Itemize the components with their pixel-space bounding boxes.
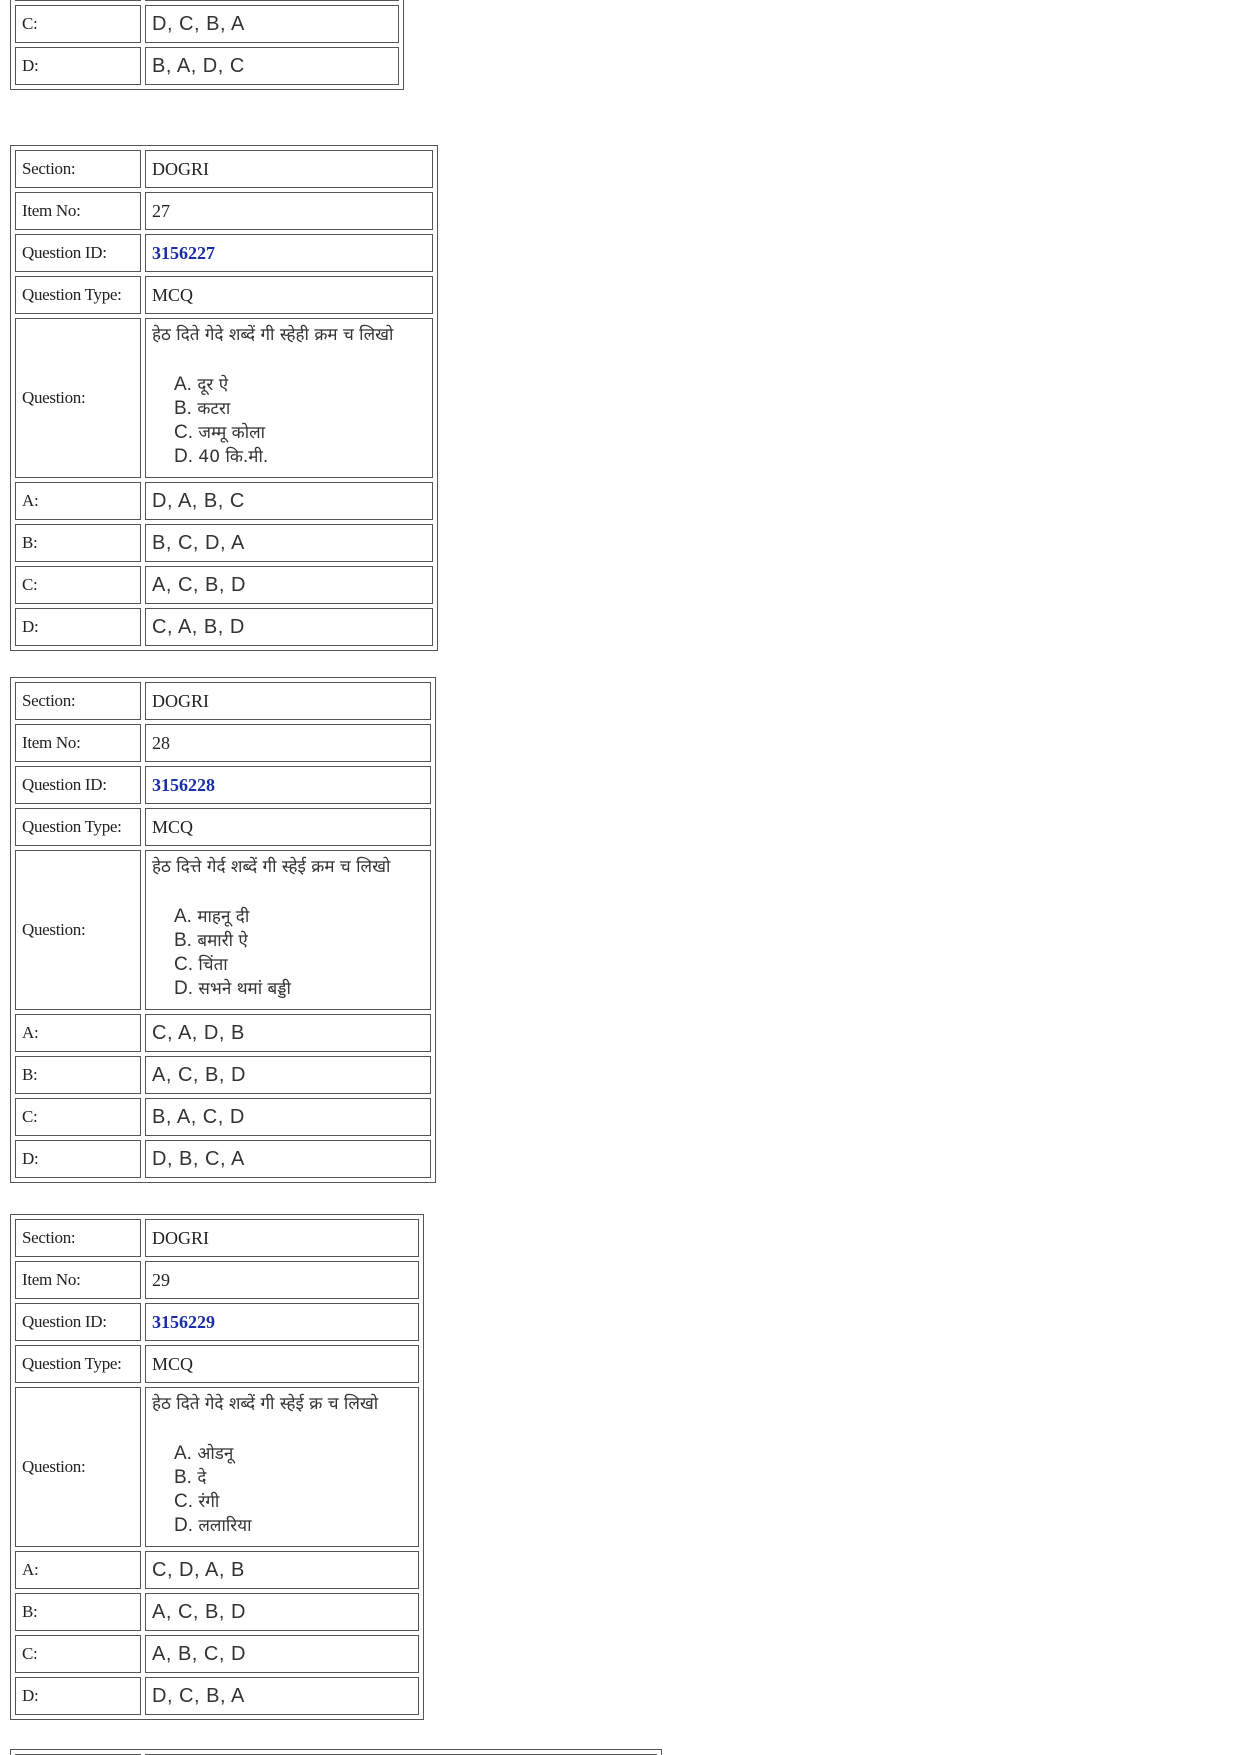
section-text: DOGRI [152,690,209,711]
label-section: Section: [15,682,141,720]
label-question: Question: [15,850,141,1010]
row-option-b [15,524,433,562]
row-question-type [15,1345,419,1383]
value-option-c: D, C, B, A [145,5,399,43]
value-question [145,1387,419,1547]
question-option-letter: A. [174,906,192,927]
label-option-a: A: [15,1014,141,1052]
row-option-b [15,0,399,1]
question-option-text: माहनू दी [197,907,250,927]
row-option-a [15,482,433,520]
question-option-letter: D. [174,1515,193,1536]
label-option-a: A: [15,1551,141,1589]
question-option-text: दे [197,1468,207,1488]
row-option-d [15,1677,419,1715]
value-option-c: B, A, C, D [145,1098,431,1136]
item-no-text: 29 [152,1269,170,1290]
row-option-a [15,1551,419,1589]
question-option-line [174,977,424,1001]
question-block-partial [10,0,404,90]
value-question-id [145,1303,419,1341]
question-block [10,145,438,651]
label-item-no: Item No: [15,192,141,230]
value-section [145,682,431,720]
value-option-b: B, C, D, A [145,524,433,562]
question-option-line [174,1442,412,1466]
label-option-c: C: [15,5,141,43]
question-option-text: रंगी [198,1492,220,1512]
label-option-d: D: [15,608,141,646]
row-item-no [15,192,433,230]
label-option-b: B: [15,1056,141,1094]
label-option-d: D: [15,47,141,85]
question-option-letter: C. [174,954,193,975]
label-option-c: C: [15,1635,141,1673]
label-item-no: Item No: [15,724,141,762]
question-option-text: कटरा [197,399,231,419]
value-option-d: C, A, B, D [145,608,433,646]
question-option-line [174,1514,412,1538]
question-id-text: 3156229 [152,1311,215,1332]
row-section [15,150,433,188]
question-option-letter: B. [174,1467,192,1488]
question-text: हेठ दिते गेदे शब्दें गी स्हेई क्र च लिखो [152,1394,379,1414]
question-option-line [174,373,426,397]
row-question-type [15,808,431,846]
question-option-line [174,445,426,469]
label-question: Question: [15,318,141,478]
value-question-type [145,276,433,314]
label-option-c: C: [15,1098,141,1136]
question-option-letter: D. [174,446,193,467]
label-question-id: Question ID: [15,234,141,272]
value-option-b: A, C, B, D [145,1593,419,1631]
label-option-d: D: [15,1677,141,1715]
question-type-text: MCQ [152,816,194,837]
section-text: DOGRI [152,1227,209,1248]
label-option-b: B: [15,1593,141,1631]
value-section [145,150,433,188]
label-question-type: Question Type: [15,808,141,846]
value-question-id [145,766,431,804]
row-option-c [15,566,433,604]
value-option-d: D, B, C, A [145,1140,431,1178]
question-option-text: चिंता [198,955,228,975]
value-item-no [145,724,431,762]
row-section [15,682,431,720]
question-text: हेठ दिते गेदे शब्दें गी स्हेही क्रम च लिखो [152,325,394,345]
row-option-c [15,1098,431,1136]
row-item-no [15,724,431,762]
question-text: हेठ दित्ते गेर्द शब्दें गी स्हेई क्रम च लिखो [152,857,391,877]
question-option-letter: B. [174,398,192,419]
label-item-no: Item No: [15,1261,141,1299]
value-option-a: C, A, D, B [145,1014,431,1052]
label-question-type: Question Type: [15,276,141,314]
question-option-text: ललारिया [198,1516,252,1536]
question-option-line [174,397,426,421]
question-option-letter: A. [174,1443,192,1464]
row-option-b [15,1593,419,1631]
question-options [152,1442,412,1538]
row-option-c [15,5,399,43]
label-question-id: Question ID: [15,1303,141,1341]
value-option-a: C, D, A, B [145,1551,419,1589]
question-option-line [174,1490,412,1514]
value-question-type [145,808,431,846]
label-section: Section: [15,150,141,188]
question-option-text: दूर ऐ [197,375,229,395]
question-option-line [174,953,424,977]
question-type-text: MCQ [152,284,194,305]
label-option-d: D: [15,1140,141,1178]
value-question [145,850,431,1010]
question-option-line [174,1466,412,1490]
row-question [15,850,431,1010]
question-block [10,1214,424,1720]
question-option-line [174,421,426,445]
section-text: DOGRI [152,158,209,179]
question-option-text: 40 कि.मी. [198,447,269,467]
item-no-text: 27 [152,200,170,221]
question-options [152,905,424,1001]
question-options [152,373,426,469]
row-option-d [15,608,433,646]
row-question-id [15,234,433,272]
row-item-no [15,1261,419,1299]
row-option-d [15,47,399,85]
value-question [145,318,433,478]
question-id-text: 3156228 [152,774,215,795]
label-question-id: Question ID: [15,766,141,804]
value-option-c: A, C, B, D [145,566,433,604]
question-option-letter: B. [174,930,192,951]
question-option-line [174,929,424,953]
value-option-b [145,0,399,1]
label-option-b [15,0,141,1]
item-no-text: 28 [152,732,170,753]
label-question-type: Question Type: [15,1345,141,1383]
question-id-text: 3156227 [152,242,215,263]
row-section [15,1219,419,1257]
value-item-no [145,192,433,230]
value-option-d: B, A, D, C [145,47,399,85]
question-option-text: सभने थमां बड्डी [198,979,291,999]
row-question-type [15,276,433,314]
question-option-letter: C. [174,1491,193,1512]
value-section [145,1219,419,1257]
label-option-b: B: [15,524,141,562]
question-option-letter: D. [174,978,193,999]
label-section: Section: [15,1219,141,1257]
question-type-text: MCQ [152,1353,194,1374]
row-question [15,318,433,478]
row-option-c [15,1635,419,1673]
question-block-partial-next [10,1749,662,1755]
question-option-letter: C. [174,422,193,443]
row-question-id [15,1303,419,1341]
value-question-id [145,234,433,272]
question-option-text: बमारी ऐ [197,931,248,951]
row-option-d [15,1140,431,1178]
label-option-a: A: [15,482,141,520]
label-option-c: C: [15,566,141,604]
question-option-line [174,905,424,929]
value-option-b: A, C, B, D [145,1056,431,1094]
row-question [15,1387,419,1547]
value-option-c: A, B, C, D [145,1635,419,1673]
question-block [10,677,436,1183]
label-question: Question: [15,1387,141,1547]
row-option-a [15,1014,431,1052]
row-option-b [15,1056,431,1094]
question-option-letter: A. [174,374,192,395]
question-option-text: ओडनू [197,1444,234,1464]
value-option-a: D, A, B, C [145,482,433,520]
value-question-type [145,1345,419,1383]
row-question-id [15,766,431,804]
value-option-d: D, C, B, A [145,1677,419,1715]
value-item-no [145,1261,419,1299]
question-option-text: जम्मू कोला [198,423,266,443]
